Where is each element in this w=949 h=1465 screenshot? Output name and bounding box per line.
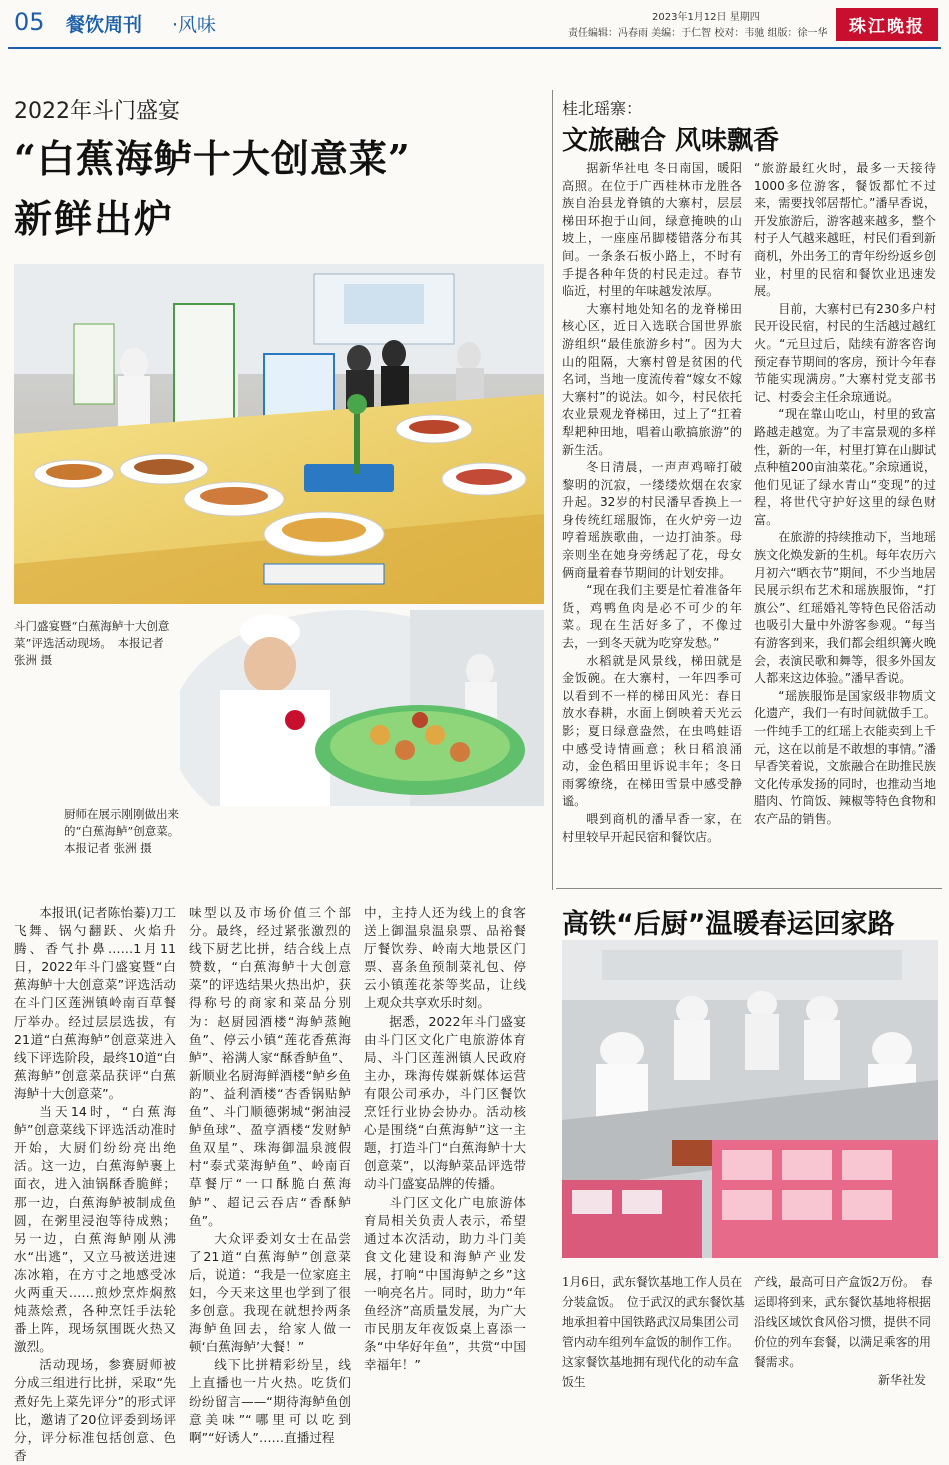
- main-col3-para: 斗门区文化广电旅游体育局相关负责人表示，希望通过本次活动，助力斗门美食文化建设和海鲈产业发展，打响“中国海鲈之乡”这一响亮名片。同时，助力“年鱼经济”高质量发展，为广大市民朋友年夜饭桌上喜添一条“中华好年鱼”，共赏“中国幸福年！”: [364, 1194, 526, 1373]
- right-col1-para: 喂到商机的潘早香一家，在村里较早开起民宿和餐饮店。: [562, 811, 742, 844]
- kitchen-scene-image: [562, 940, 938, 1258]
- main-headline-line1: “白蕉海鲈十大创意菜”: [14, 136, 411, 181]
- right-col2-para: “旅游最红火时，最多一天接待1000多位游客，餐饭都忙不过来，需要找邻居帮忙。”潘早香说，开发旅游后，游客越来越多，整个村子人气越来越旺，村民们看到新商机，外出务工的青年纷纷返乡创业，村里的民宿和餐饮业迅速发展。: [754, 161, 936, 299]
- newspaper-logo: 珠江晚报: [836, 8, 938, 41]
- photo1-caption: 斗门盛宴暨“白蕉海鲈十大创意菜”评选活动现场。 本报记者 张洲 摄: [14, 619, 170, 667]
- main-article-col3: [364, 904, 526, 1374]
- main-col2-para: 味型以及市场价值三个部分。最终，经过紧张激烈的线下厨艺比拼，结合线上点赞数，“白蕉海鲈十大创意菜”的评选结果火热出炉，获得称号的商家和菜品分别为：赵厨园酒楼“海鲈蒸鲍鱼”、停云小镇“莲花香蕉海鲈”、裕满人家“酥香鲈鱼”、新顺业名厨海鲜酒楼“鲈乡鱼韵”、益利酒楼“杏香锅贴鲈鱼”、斗门顺德粥城“粥油浸鲈鱼球”、盈亨酒楼“发财鲈鱼双星”、珠海御温泉渡假村“泰式菜海鲈鱼”、岭南百草餐厅“一口酥脆白蕉海鲈”、超记云吞店“香酥鲈鱼”。: [189, 905, 351, 1228]
- section-name: 餐饮周刊: [66, 14, 143, 36]
- right-article-col1: [562, 160, 742, 846]
- chef-photo: [180, 610, 544, 806]
- right-col2-para: 在旅游的持续推动下，当地瑶族文化焕发新的生机。每年农历六月初六“晒衣节”期间，不少当地居民展示织布艺术和瑶族服饰，“打旗公”、红瑶婚礼等特色民俗活动也吸引大量中外游客参观。“每当有游客到来，我们都会组织篝火晚会，表演民歌和舞等，很多外国友人都来这边体验。”潘早香说。: [754, 530, 936, 686]
- section-divider: [556, 888, 942, 889]
- main-col3-para: 据悉，2022年斗门盛宴由斗门区文化广电旅游体育局、斗门区莲洲镇人民政府主办，珠海传媒新媒体运营有限公司承办，斗门区餐饮烹饪行业协会协办。活动核心是围绕“白蕉海鲈”这一主题，打造斗门“白蕉海鲈十大创意菜”，以海鲈菜品评选带动斗门盛宴品牌的传播。: [364, 1013, 526, 1192]
- main-article-col2: [189, 904, 351, 1447]
- main-col1-para: 当天14时，“白蕉海鲈”创意菜线下评选活动准时开始，大厨们纷纷亮出绝活。这一边，白蕉海鲈裹上面衣，进入油锅酥香脆鲜；那一边，白蕉海鲈被制成鱼圆，在粥里浸泡等待成熟；另一边，白蕉海鲈刚从沸水“出逃”，又立马被送进速冻冰箱，在方寸之地感受冰火两重天……煎炒烹炸焖熬炖蒸烩煮，各种烹饪手法轮番上阵，现场氛围既火热又激烈。: [14, 1104, 176, 1355]
- chef-scene-image: [180, 610, 544, 806]
- right-col1-para: “现在我们主要是忙着准备年货，鸡鸭鱼肉是必不可少的年菜。现在生活好多了，不像过去，一到冬天就为吃穿发愁。”: [562, 583, 742, 651]
- page-header: [0, 0, 949, 48]
- main-col2-para: 线下比拼精彩纷呈，线上直播也一片火热。吃货们纷纷留言——“期待海鲈鱼创意美味”“哪里可以吃到啊”“好诱人”……直播过程: [189, 1357, 351, 1445]
- photo2-caption: 厨师在展示刚刚做出来的“白蕉海鲈”创意菜。 本报记者 张洲 摄: [64, 807, 186, 855]
- right-col1-para: 大寨村地处知名的龙脊梯田核心区，近日入选联合国世界旅游组织“最佳旅游乡村”。因为大山的阻隔，大寨村曾是贫困的代名词，当地一度流传着“嫁女不嫁大寨村”的说法。如今，村民依托农业景观龙脊梯田，过上了“扛着犁耙种田地，唱着山歌搞旅游”的新生活。: [562, 301, 742, 457]
- banquet-photo: [14, 264, 544, 604]
- main-col3-para: 中，主持人还为线上的食客送上御温泉温泉票、品裕餐厅餐饮券、岭南大地景区门票、喜条鱼预制菜礼包、停云小镇莲花茶等奖品，让线上观众共享欢乐时刻。: [364, 905, 526, 1011]
- rail-headline: 高铁“后厨”温暖春运回家路: [562, 909, 895, 940]
- right-col1-para: 冬日清晨，一声声鸡啼打破黎明的沉寂，一缕缕炊烟在农家升起。32岁的村民潘早香换上一身传统红瑶服饰，在火炉旁一边哼着瑶族歌曲，一边打油茶。母亲则坐在她身旁绣起了花，母女俩商量着春节期间的计划安排。: [562, 460, 742, 580]
- staff-credits: 责任编辑：冯春雨 美编：于仁智 校对：韦驰 组版：徐一华: [568, 28, 828, 39]
- right-article-col2: [754, 160, 936, 829]
- main-col1-para: 本报讯(记者陈怡蓁)刀工飞舞、锅勺翻跃、火焰升腾、香气扑鼻……1月11日，2022年斗门盛宴暨“白蕉海鲈十大创意菜”评选活动在斗门区莲洲镇岭南百草餐厅举办。经过层层选拔，有21道“白蕉海鲈”创意菜进入线下评选阶段，最终10道“白蕉海鲈”创意菜品获评“白蕉海鲈十大创意菜”。: [14, 905, 176, 1101]
- page-number: 05: [14, 8, 45, 36]
- right-col1-para: 据新华社电 冬日南国，暖阳高照。在位于广西桂林市龙胜各族自治县龙脊镇的大寨村，层层梯田环抱于山间，绿意掩映的山坡上，一座座吊脚楼错落分布其间。一条条石板小路上，不时有手提各种年货的村民走过。春节临近，村里的年味越发浓厚。: [562, 161, 742, 299]
- main-col1-para: 活动现场，参赛厨师被分成三组进行比拼，采取“先煮好先上菜先评分”的形式评比，邀请了20位评委到场评分，评分标准包括创意、色香: [14, 1357, 176, 1463]
- subsection-name: ·风味: [172, 14, 217, 36]
- rail-caption-right: 产线，最高可日产盒饭2万份。 春运即将到来，武东餐饮基地将根据沿线区域饮食风俗习惯，提供不同价位的列车套餐，以满足乘客的用餐需求。: [754, 1275, 933, 1369]
- right-headline: 文旅融合 风味飘香: [562, 126, 780, 156]
- banquet-scene-image: [14, 264, 544, 604]
- right-col1-para: 水稻就是风景线，梯田就是金饭碗。在大寨村，一年四季可以看到不一样的梯田风光：春日放水春耕，水面上倒映着天光云影；夏日绿意盎然，在虫鸣蛙语中感受诗情画意；秋日稻浪涌动，金色稻田里诉说丰年；冬日雨雾缭绕，在梯田雪景中感受静谧。: [562, 653, 742, 809]
- main-headline-line2: 新鲜出炉: [14, 196, 175, 241]
- main-col2-para: 大众评委刘女士在品尝了21道“白蕉海鲈”创意菜后，说道：“我是一位家庭主妇，今天来这里也学到了很多创意。我现在就想拎两条海鲈鱼回去，给家人做一顿‘白蕉海鲈’大餐！”: [189, 1230, 351, 1355]
- kitchen-photo: [562, 940, 938, 1258]
- rail-caption-left: 1月6日，武东餐饮基地工作人员在分装盒饭。 位于武汉的武东餐饮基地承担着中国铁路武汉局集团公司管内动车组列车盒饭的制作工作。这家餐饮基地拥有现代化的动车盒饭生: [562, 1275, 745, 1389]
- issue-date: 2023年1月12日 星期四: [652, 12, 760, 23]
- right-col2-para: “瑶族服饰是国家级非物质文化遗产，我们一有时间就做手工。一件纯手工的红瑶上衣能卖到上千元，这在以前是不敢想的事情。”潘早香笑着说，文旅融合在助推民族文化传承发扬的同时，也推动当地腊肉、竹筒饭、辣椒等特色食物和农产品的销售。: [754, 688, 936, 826]
- main-article-col1: [14, 904, 176, 1465]
- main-kicker: 2022年斗门盛宴: [14, 99, 180, 124]
- rail-credit: 新华社发: [878, 1373, 927, 1387]
- column-divider: [552, 90, 553, 890]
- right-kicker: 桂北瑶寨：: [562, 99, 643, 118]
- right-col2-para: 目前，大寨村已有230多户村民开设民宿，村民的生活越过越红火。“元旦过后，陆续有游客咨询预定春节期间的客房，预计今年春节能实现满房。”大寨村党支部书记、村委会主任余琼通说。: [754, 301, 936, 404]
- right-col2-para: “现在靠山吃山，村里的致富路越走越宽。为了丰富景观的多样性，新的一年，村里打算在山脚试点种植200亩油菜花。”余琼通说，他们见证了绿水青山“变现”的过程，将世代守护好这里的绿色财富。: [754, 407, 936, 527]
- header-divider: [8, 47, 941, 49]
